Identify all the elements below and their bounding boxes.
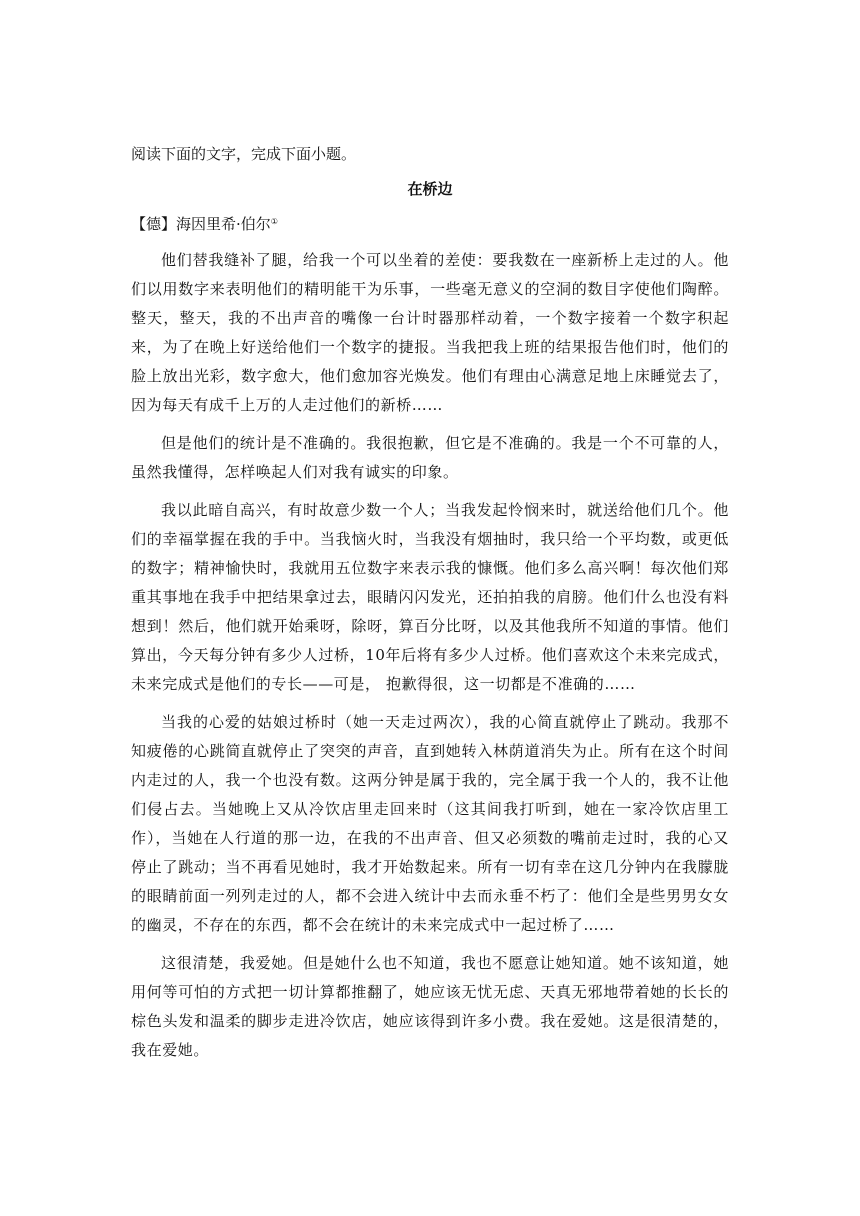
paragraph-5: 这很清楚，我爱她。但是她什么也不知道，我也不愿意让她知道。她不该知道，她用何等可怕的方式把一切计算都推翻了，她应该无忧无虑、天真无邪地带着她的长长的棕色头发和温柔的脚步走进冷饮店，她应该得到许多小费。我在爱她。这是很清楚的，我在爱她。: [131, 954, 729, 1059]
author-line: [131, 212, 729, 236]
paragraph-3: 我以此暗自高兴，有时故意少数一个人；当我发起怜悯来时，就送给他们几个。他们的幸福掌握在我的手中。当我恼火时，当我没有烟抽时，我只给一个平均数，或更低的数字；精神愉快时，我就用五位数字来表示我的慷慨。他们多么高兴啊！每次他们郑重其事地在我手中把结果拿过去，眼睛闪闪发光，还拍拍我的肩膀。他们什么也没有料想到！然后，他们就开始乘呀，除呀，算百分比呀，以及其他我所不知道的事情。他们算出，今天每分钟有多少人过桥，10年后将有多少人过桥。他们喜欢这个未来完成式，未来完成式是他们的专长——可是， 抱歉得很，这一切都是不准确的……: [131, 501, 729, 693]
paragraph-4: 当我的心爱的姑娘过桥时（她一天走过两次），我的心简直就停止了跳动。我那不知疲倦的心跳简直就停止了突突的声音，直到她转入林荫道消失为止。所有在这个时间内走过的人，我一个也没有数。这两分钟是属于我的，完全属于我一个人的，我不让他们侵占去。当她晚上又从冷饮店里走回来时（这其间我打听到，她在一家冷饮店里工作），当她在人行道的那一边，在我的不出声音、但又必须数的嘴前走过时，我的心又停止了跳动；当不再看见她时，我才开始数起来。所有一切有幸在这几分钟内在我朦胧的眼睛前面一列列走过的人，都不会进入统计中去而永垂不朽了：他们全是些男男女女的幽灵，不存在的东西，都不会在统计的未来完成式中一起过桥了……: [131, 713, 729, 934]
document-body: [131, 142, 729, 1065]
instruction-text: 阅读下面的文字，完成下面小题。: [131, 145, 357, 163]
footnote-mark: ①: [270, 217, 278, 226]
paragraph-1: 他们替我缝补了腿，给我一个可以坐着的差使：要我数在一座新桥上走过的人。他们以用数字来表明他们的精明能干为乐事，一些毫无意义的空洞的数目字使他们陶醉。整天，整天，我的不出声音的嘴像一台计时器那样动着，一个数字接着一个数字积起来，为了在晚上好送给他们一个数字的捷报。当我把我上班的结果报告他们时，他们的脸上放出光彩，数字愈大，他们愈加容光焕发。他们有理由心满意足地上床睡觉去了，因为每天有成千上万的人走过他们的新桥……: [131, 251, 729, 414]
paragraph-2: 但是他们的统计是不准确的。我很抱歉，但它是不准确的。我是一个不可靠的人，虽然我懂得，怎样唤起人们对我有诚实的印象。: [131, 434, 729, 481]
article-title: 在桥边: [407, 180, 453, 198]
author-name: 【德】海因里希·伯尔: [131, 215, 271, 233]
